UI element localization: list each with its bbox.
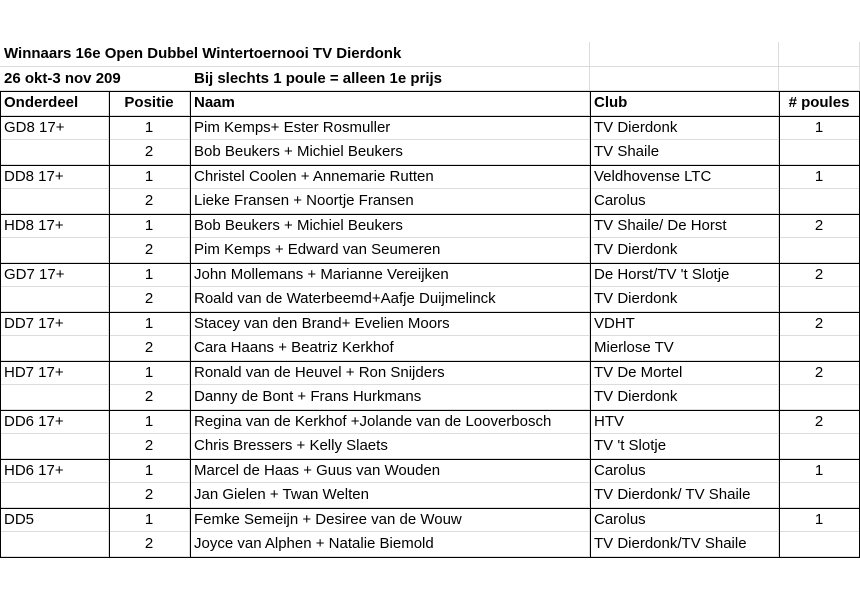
positie-cell[interactable]: 1 bbox=[109, 459, 190, 484]
positie-cell[interactable]: 1 bbox=[109, 410, 190, 435]
naam-cell[interactable]: Joyce van Alphen + Natalie Biemold bbox=[190, 532, 590, 557]
club-cell[interactable]: TV Dierdonk bbox=[590, 385, 779, 410]
naam-cell[interactable]: Regina van de Kerkhof +Jolande van de Looverbosch bbox=[190, 410, 590, 435]
sheet-title: Winnaars 16e Open Dubbel Wintertoernooi TV Dierdonk bbox=[4, 45, 402, 62]
naam-cell[interactable]: Pim Kemps+ Ester Rosmuller bbox=[190, 116, 590, 141]
naam-cell[interactable]: Chris Bressers + Kelly Slaets bbox=[190, 434, 590, 459]
positie-cell[interactable]: 1 bbox=[109, 361, 190, 386]
table-row bbox=[0, 336, 860, 361]
poules-cell[interactable]: 2 bbox=[779, 214, 860, 239]
poules-cell[interactable]: 1 bbox=[779, 165, 860, 190]
table-row bbox=[0, 287, 860, 312]
naam-cell[interactable]: Roald van de Waterbeemd+Aafje Duijmelinck bbox=[190, 287, 590, 312]
onderdeel-cell[interactable] bbox=[0, 532, 109, 557]
header-naam[interactable]: Naam bbox=[190, 91, 590, 116]
poules-cell[interactable]: 2 bbox=[779, 410, 860, 435]
naam-cell[interactable]: Christel Coolen + Annemarie Rutten bbox=[190, 165, 590, 190]
row-border bbox=[0, 557, 860, 558]
club-cell[interactable]: De Horst/TV 't Slotje bbox=[590, 263, 779, 288]
poules-cell[interactable]: 2 bbox=[779, 263, 860, 288]
naam-cell[interactable]: Stacey van den Brand+ Evelien Moors bbox=[190, 312, 590, 337]
onderdeel-cell[interactable] bbox=[0, 336, 109, 361]
club-cell[interactable]: Carolus bbox=[590, 189, 779, 214]
positie-cell[interactable]: 2 bbox=[109, 287, 190, 312]
poules-cell[interactable]: 2 bbox=[779, 312, 860, 337]
title-row bbox=[0, 42, 860, 67]
table-body bbox=[0, 116, 860, 557]
table-row bbox=[0, 140, 860, 165]
poules-cell[interactable]: 1 bbox=[779, 459, 860, 484]
club-cell[interactable]: TV Dierdonk bbox=[590, 238, 779, 263]
poules-cell[interactable] bbox=[779, 140, 860, 165]
club-cell[interactable]: VDHT bbox=[590, 312, 779, 337]
onderdeel-cell[interactable] bbox=[0, 140, 109, 165]
onderdeel-cell[interactable] bbox=[0, 483, 109, 508]
club-cell[interactable]: Mierlose TV bbox=[590, 336, 779, 361]
table-row bbox=[0, 385, 860, 410]
header-club[interactable]: Club bbox=[590, 91, 779, 116]
positie-cell[interactable]: 2 bbox=[109, 238, 190, 263]
club-cell[interactable]: Veldhovense LTC bbox=[590, 165, 779, 190]
date-cell[interactable] bbox=[0, 67, 190, 92]
poules-cell[interactable] bbox=[779, 287, 860, 312]
naam-cell[interactable]: Pim Kemps + Edward van Seumeren bbox=[190, 238, 590, 263]
table-row bbox=[0, 508, 860, 533]
table-row bbox=[0, 483, 860, 508]
poules-cell[interactable] bbox=[779, 336, 860, 361]
table-row bbox=[0, 263, 860, 288]
table-row bbox=[0, 189, 860, 214]
naam-cell[interactable]: Femke Semeijn + Desiree van de Wouw bbox=[190, 508, 590, 533]
title-cell[interactable] bbox=[0, 42, 590, 67]
onderdeel-cell[interactable] bbox=[0, 385, 109, 410]
club-cell[interactable]: TV De Mortel bbox=[590, 361, 779, 386]
club-cell[interactable]: Carolus bbox=[590, 459, 779, 484]
onderdeel-cell[interactable]: DD8 17+ bbox=[0, 165, 109, 190]
positie-cell[interactable]: 1 bbox=[109, 165, 190, 190]
empty-cell[interactable] bbox=[590, 42, 779, 67]
positie-cell[interactable]: 2 bbox=[109, 532, 190, 557]
club-cell[interactable]: TV 't Slotje bbox=[590, 434, 779, 459]
positie-cell[interactable]: 1 bbox=[109, 508, 190, 533]
onderdeel-cell[interactable] bbox=[0, 287, 109, 312]
poules-cell[interactable]: 1 bbox=[779, 116, 860, 141]
club-cell[interactable]: TV Shaile/ De Horst bbox=[590, 214, 779, 239]
onderdeel-cell[interactable] bbox=[0, 189, 109, 214]
table-row bbox=[0, 238, 860, 263]
club-cell[interactable]: TV Dierdonk/ TV Shaile bbox=[590, 483, 779, 508]
onderdeel-cell[interactable] bbox=[0, 238, 109, 263]
onderdeel-cell[interactable]: HD7 17+ bbox=[0, 361, 109, 386]
positie-cell[interactable]: 2 bbox=[109, 483, 190, 508]
subtitle-row bbox=[0, 67, 860, 92]
naam-cell[interactable]: Danny de Bont + Frans Hurkmans bbox=[190, 385, 590, 410]
onderdeel-cell[interactable]: DD7 17+ bbox=[0, 312, 109, 337]
table-row bbox=[0, 459, 860, 484]
poules-cell[interactable] bbox=[779, 434, 860, 459]
poules-cell[interactable] bbox=[779, 189, 860, 214]
table-row bbox=[0, 165, 860, 190]
positie-cell[interactable]: 1 bbox=[109, 116, 190, 141]
naam-cell[interactable]: John Mollemans + Marianne Vereijken bbox=[190, 263, 590, 288]
header-poules[interactable]: # poules bbox=[779, 91, 860, 116]
table-row bbox=[0, 532, 860, 557]
header-row bbox=[0, 91, 860, 116]
date-range: 26 okt-3 nov 209 bbox=[4, 69, 121, 87]
table-row bbox=[0, 116, 860, 141]
poules-cell[interactable] bbox=[779, 532, 860, 557]
table-row bbox=[0, 434, 860, 459]
positie-cell[interactable]: 2 bbox=[109, 434, 190, 459]
naam-cell[interactable]: Lieke Fransen + Noortje Fransen bbox=[190, 189, 590, 214]
empty-cell[interactable] bbox=[779, 67, 860, 92]
onderdeel-cell[interactable]: DD6 17+ bbox=[0, 410, 109, 435]
empty-cell[interactable] bbox=[590, 67, 779, 92]
club-cell[interactable]: TV Dierdonk bbox=[590, 287, 779, 312]
empty-cell[interactable] bbox=[779, 42, 860, 67]
club-cell[interactable]: Carolus bbox=[590, 508, 779, 533]
club-cell[interactable]: HTV bbox=[590, 410, 779, 435]
poules-cell[interactable]: 1 bbox=[779, 508, 860, 533]
header-positie[interactable]: Positie bbox=[109, 91, 190, 116]
club-cell[interactable]: TV Shaile bbox=[590, 140, 779, 165]
onderdeel-cell[interactable]: DD5 bbox=[0, 508, 109, 533]
positie-cell[interactable]: 2 bbox=[109, 189, 190, 214]
naam-cell[interactable]: Cara Haans + Beatriz Kerkhof bbox=[190, 336, 590, 361]
poules-cell[interactable] bbox=[779, 483, 860, 508]
poules-cell[interactable]: 2 bbox=[779, 361, 860, 386]
onderdeel-cell[interactable]: GD7 17+ bbox=[0, 263, 109, 288]
note-text: Bij slechts 1 poule = alleen 1e prijs bbox=[194, 69, 443, 87]
naam-cell[interactable]: Marcel de Haas + Guus van Wouden bbox=[190, 459, 590, 484]
onderdeel-cell[interactable] bbox=[0, 434, 109, 459]
onderdeel-cell[interactable]: HD6 17+ bbox=[0, 459, 109, 484]
naam-cell[interactable]: Jan Gielen + Twan Welten bbox=[190, 483, 590, 508]
positie-cell[interactable]: 2 bbox=[109, 336, 190, 361]
naam-cell[interactable]: Ronald van de Heuvel + Ron Snijders bbox=[190, 361, 590, 386]
note-cell[interactable] bbox=[190, 67, 590, 92]
spreadsheet bbox=[0, 42, 860, 557]
poules-cell[interactable] bbox=[779, 238, 860, 263]
naam-cell[interactable]: Bob Beukers + Michiel Beukers bbox=[190, 140, 590, 165]
positie-cell[interactable]: 1 bbox=[109, 214, 190, 239]
header-onderdeel[interactable]: Onderdeel bbox=[0, 91, 109, 116]
positie-cell[interactable]: 2 bbox=[109, 385, 190, 410]
table-row bbox=[0, 410, 860, 435]
onderdeel-cell[interactable]: HD8 17+ bbox=[0, 214, 109, 239]
positie-cell[interactable]: 1 bbox=[109, 312, 190, 337]
table-row bbox=[0, 214, 860, 239]
onderdeel-cell[interactable]: GD8 17+ bbox=[0, 116, 109, 141]
poules-cell[interactable] bbox=[779, 385, 860, 410]
positie-cell[interactable]: 2 bbox=[109, 140, 190, 165]
club-cell[interactable]: TV Dierdonk bbox=[590, 116, 779, 141]
table-row bbox=[0, 361, 860, 386]
club-cell[interactable]: TV Dierdonk/TV Shaile bbox=[590, 532, 779, 557]
naam-cell[interactable]: Bob Beukers + Michiel Beukers bbox=[190, 214, 590, 239]
table-row bbox=[0, 312, 860, 337]
positie-cell[interactable]: 1 bbox=[109, 263, 190, 288]
